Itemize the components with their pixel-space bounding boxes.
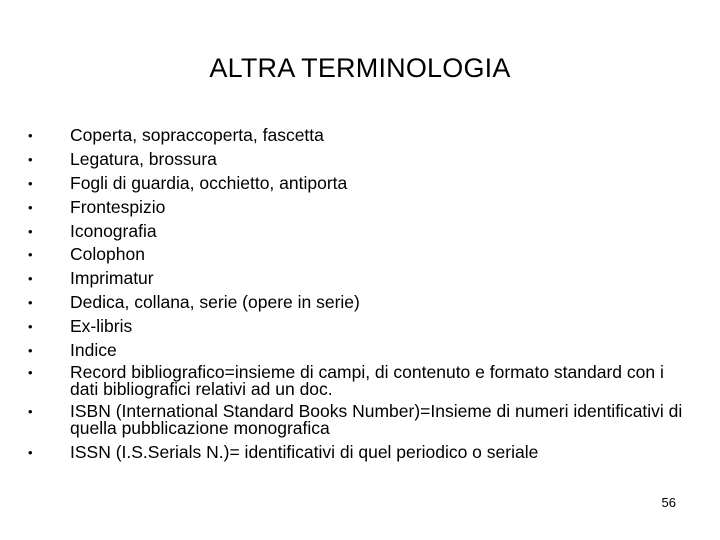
list-item bbox=[27, 173, 687, 194]
list-item-text: Indice bbox=[70, 340, 117, 361]
bullet-list bbox=[27, 125, 687, 466]
bullet-icon: • bbox=[28, 151, 33, 167]
list-item bbox=[27, 316, 687, 337]
list-item bbox=[27, 244, 687, 265]
list-item bbox=[27, 125, 687, 146]
bullet-icon: • bbox=[28, 223, 33, 239]
list-item-text: Ex-libris bbox=[70, 316, 133, 337]
bullet-icon: • bbox=[28, 128, 33, 143]
list-item-text: Imprimatur bbox=[70, 268, 154, 289]
list-item bbox=[27, 197, 687, 218]
bullet-icon: • bbox=[28, 247, 33, 263]
list-item bbox=[27, 340, 687, 361]
list-item-text: Dedica, collana, serie (opere in serie) bbox=[70, 292, 360, 313]
bullet-icon: • bbox=[28, 295, 33, 311]
bullet-icon: • bbox=[28, 319, 33, 335]
list-item bbox=[27, 361, 687, 399]
list-item-text: Iconografia bbox=[70, 220, 157, 241]
list-item-text: ISSN (I.S.Serials N.)= identificativi di quel periodico o seriale bbox=[70, 441, 539, 462]
page-number: 56 bbox=[661, 495, 676, 510]
bullet-icon: • bbox=[28, 271, 33, 287]
list-item-text: Coperta, sopraccoperta, fascetta bbox=[70, 125, 324, 145]
list-item-text: Legatura, brossura bbox=[70, 148, 217, 169]
bullet-icon: • bbox=[28, 403, 33, 419]
bullet-icon: • bbox=[28, 444, 33, 460]
slide-title: ALTRA TERMINOLOGIA bbox=[209, 53, 511, 83]
list-item-text: Record bibliografico=insieme di campi, di contenuto e formato standard con i dati bibliografici relativi ad un doc. bbox=[70, 361, 664, 399]
list-item bbox=[27, 292, 687, 313]
list-item-text: ISBN (International Standard Books Number)=Insieme di numeri identificativi di quella pubblicazione monografica bbox=[70, 400, 683, 438]
list-item bbox=[27, 400, 687, 438]
bullet-icon: • bbox=[28, 175, 33, 191]
list-item bbox=[27, 268, 687, 289]
list-item-text: Colophon bbox=[70, 244, 145, 265]
list-item bbox=[27, 442, 687, 463]
list-item bbox=[27, 221, 687, 242]
bullet-icon: • bbox=[28, 343, 33, 359]
bullet-icon: • bbox=[28, 199, 33, 215]
list-item-text: Frontespizio bbox=[70, 196, 166, 217]
list-item-text: Fogli di guardia, occhietto, antiporta bbox=[70, 172, 348, 193]
bullet-icon: • bbox=[28, 364, 33, 380]
list-item bbox=[27, 149, 687, 170]
